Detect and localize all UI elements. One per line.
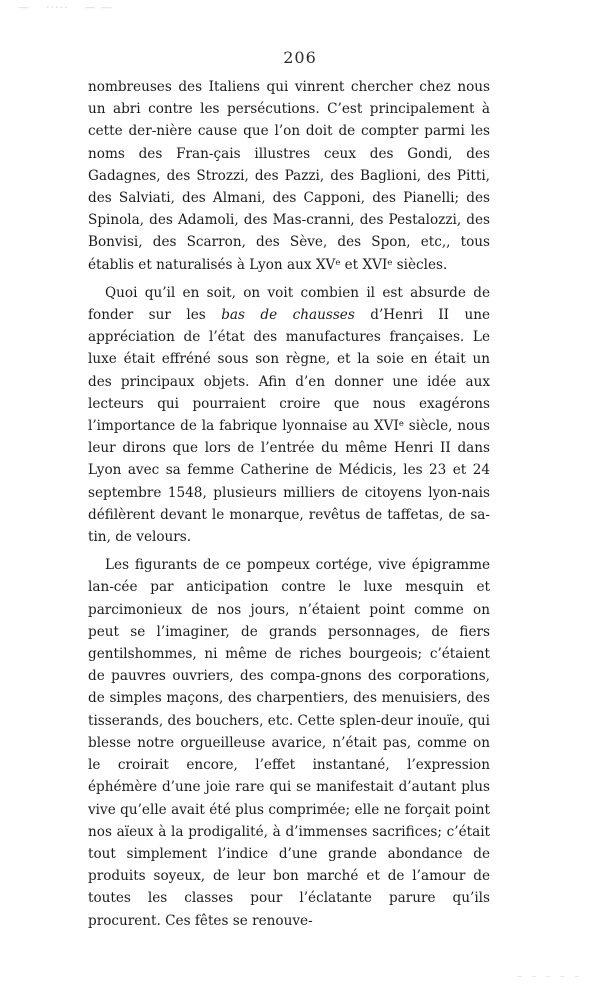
superscript: e — [335, 256, 341, 267]
superscript: e — [398, 417, 404, 428]
top-edge-mark: ····· — [46, 0, 69, 14]
top-edge-marks — [0, 0, 318, 14]
text-run: nombreuses des Italiens qui vinrent chercher chez nous un abri contre les persécutions. C’est principalement à cette der-nière cause que l’on doit de compter parmi les noms des Fran-çais illustres ceux des Gondi, des Gadagnes, des Strozzi, des Pazzi, des Baglioni, des Pitti, des Salviati, des Almani, des Capponi, des Pianelli; des Spinola, des Adamoli, des Mas-cranni, des Pestalozzi, des Bonvisi, des Scarron, des Sève, des Spon, etc,, tous établis et naturalisés à Lyon aux XV — [88, 79, 490, 273]
text-run: et XVI — [340, 256, 388, 273]
text-run: d’Henri II une appréciation de l’état des manufactures françaises. Le luxe était effréné sous son règne, et la soie en était un des principaux objets. Afin d’en donner une idée aux lecteurs qui pourraient croire que nous exagérons l’importance de la fabrique lyonnaise au XVI — [88, 307, 491, 435]
paragraph-2 — [88, 282, 490, 548]
paragraph-3 — [88, 554, 490, 931]
text-run: siècle, nous leur dirons que lors de l’entrée du même Henri II dans Lyon avec sa femme Catherine de Médicis, les 23 et 24 septembre 1548, plusieurs milliers de citoyens lyon-nais défilèrent devant le monarque, revêtus de taffetas, de sa-tin, de velours. — [88, 418, 490, 546]
paragraph-1 — [88, 76, 490, 276]
text-run: Les figurants de ce pompeux cortége, vive épigramme lan-cée par anticipation contre le luxe mesquin et parcimonieux de nos jours, n’étaient point comme on peut se l’imaginer, de grands personnages, de fiers gentilshommes, ni même de riches bourgeois; c’étaient de pauvres ouvriers, des compa-gnons des corporations, de simples maçons, des charpentiers, des menuisiers, des tisserands, des bouchers, etc. Cette splen-deur inouïe, qui blesse notre orgueilleuse avarice, n’était pas, comme on le croirait encore, l’effet instantané, l’expression éphémère d’une joie rare qui se manifestait d’autant plus vive qu’elle avait été plus comprimée; elle ne forçait point nos aïeux à la prodigalité, à d’immenses sacrifices; c’était tout simplement l’indice d’une grande abondance de produits soyeux, de leur bon marché et de l’amour de toutes les classes pour l’éclatante parure qu’ils procurent. Ces fêtes se renouve- — [88, 557, 490, 929]
top-edge-mark: — — [18, 0, 30, 14]
bottom-edge-marks: – – – – – — [517, 971, 582, 982]
top-edge-mark: — — — [84, 0, 113, 14]
italic-phrase: bas de chausses — [221, 307, 355, 324]
text-run: siècles. — [392, 256, 448, 273]
superscript: e — [387, 256, 393, 267]
text-run: Quoi qu’il en soit, on voit combien il est absurde de fonder sur les — [88, 284, 490, 324]
page-number: 206 — [283, 48, 317, 67]
body-text — [88, 76, 490, 932]
